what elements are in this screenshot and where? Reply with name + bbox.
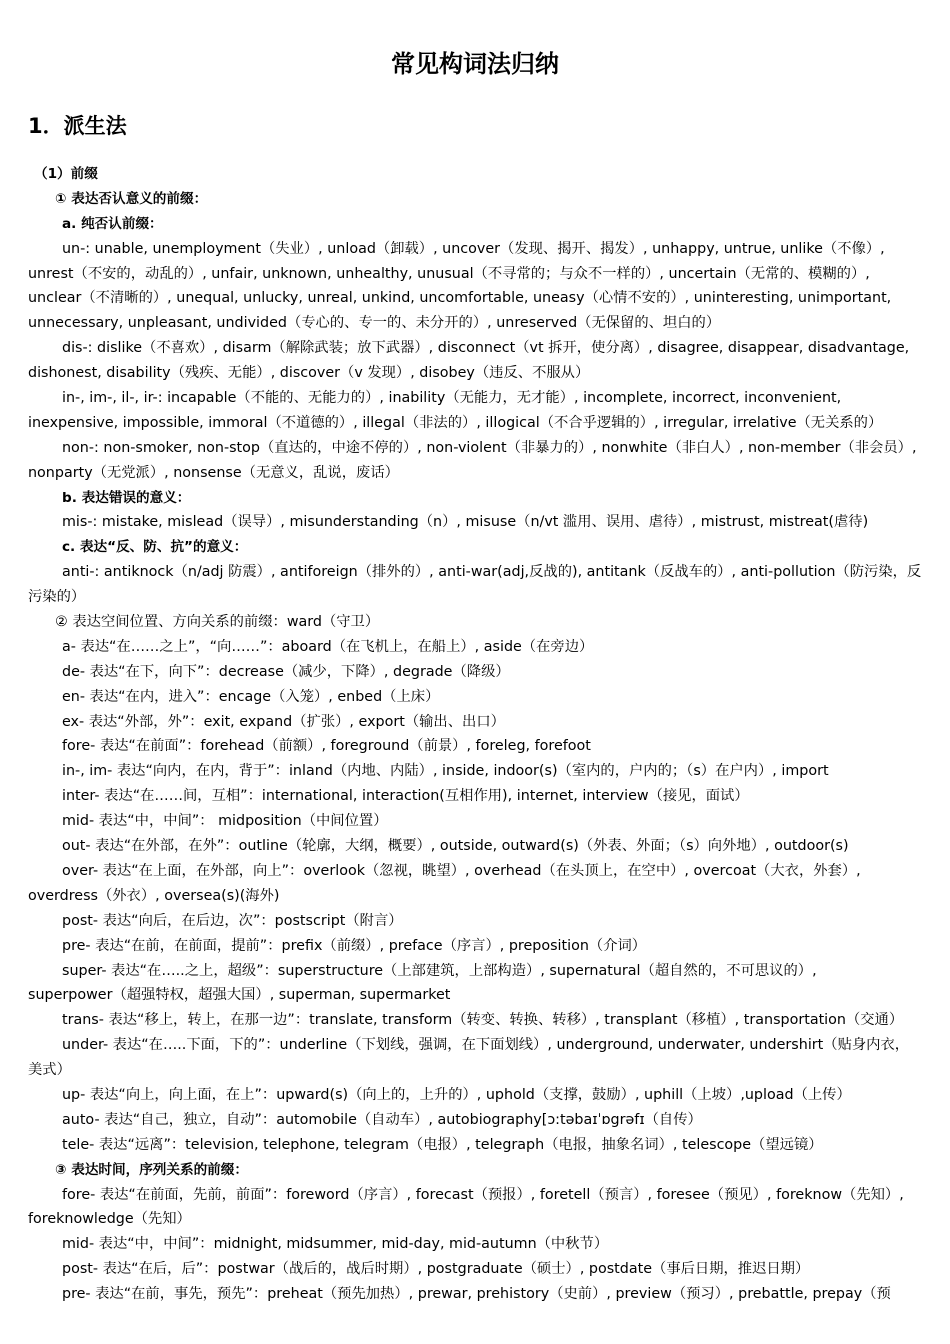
text-line: overdress（外衣）, oversea(s)(海外): [28, 887, 280, 904]
text-line: anti-: antiknock（n/adj 防震）, antiforeign（排外的）, anti-war(adj,反战的), antitank（反战车的）, anti-pollution（防污染，反: [62, 564, 922, 581]
document-title: 常见构词法归纳: [391, 50, 559, 78]
document-body: [28, 162, 924, 1307]
text-line: pre- 表达“在前，事先，预先”：preheat（预先加热）, prewar, prehistory（史前）, preview（预习）, prebattle, prepay（预: [62, 1286, 891, 1303]
text-line: foreknowledge（先知）: [28, 1211, 191, 1228]
text-line: out- 表达“在外部，在外”：outline（轮廓，大纲，概要）, outside, outward(s)（外表、外面；（s）向外地）, outdoor(s): [62, 838, 849, 855]
text-line: super- 表达“在…..之上，超级”：superstructure（上部建筑，上部构造）, supernatural（超自然的，不可思议的）,: [62, 962, 817, 979]
subheading-line: b. 表达错误的意义：: [62, 489, 191, 506]
text-line: nonparty（无党派）, nonsense（无意义，乱说，废话）: [28, 464, 399, 481]
text-line: inexpensive, impossible, immoral（不道德的）, illegal（非法的）, illogical（不合乎逻辑的）, irregular, irrelative（无关系的）: [28, 414, 883, 431]
text-line: a- 表达“在……之上”，“向……”：aboard（在飞机上，在船上）, aside（在旁边）: [62, 638, 594, 655]
text-line: 污染的）: [28, 589, 86, 606]
text-line: de- 表达“在下，向下”：decrease（减少，下降）, degrade（降级）: [62, 663, 510, 680]
text-line: auto- 表达“自己，独立，自动”：automobile（自动车）, autobiography[ɔ:təbaɪˈɒgrəfɪ（自传）: [62, 1111, 702, 1128]
text-line: inter- 表达“在……间，互相”：international, interaction(互相作用), internet, interview（接见，面试）: [62, 788, 749, 805]
text-line: over- 表达“在上面，在外部，向上”：overlook（忽视，眺望）, overhead（在头顶上，在空中）, overcoat（大衣，外套）,: [62, 862, 861, 879]
text-line: dis-: dislike（不喜欢）, disarm（解除武装；放下武器）, disconnect（vt 拆开，使分离）, disagree, disappear, disadvantage,: [62, 340, 910, 357]
text-line: in-, im- 表达“向内，在内，背于”：inland（内地、内陆）, inside, indoor(s)（室内的，户内的；（s）在户内）, import: [62, 763, 829, 780]
text-line: pre- 表达“在前，在前面，提前”：prefix（前缀）, preface（序言）, preposition（介词）: [62, 937, 647, 954]
text-line: unclear（不清晰的）, unequal, unlucky, unreal, unkind, uncomfortable, uneasy（心情不安的）, uninteresting, unimportant,: [28, 290, 892, 307]
text-line: post- 表达“向后，在后边，次”：postscript（附言）: [62, 912, 403, 929]
subheading-line: ① 表达否认意义的前缀：: [55, 190, 208, 207]
subheading-line: c. 表达“反、防、抗”的意义：: [62, 539, 248, 556]
text-line: superpower（超强特权，超强大国）, superman, supermarket: [28, 987, 451, 1004]
text-line: non-: non-smoker, non-stop（直达的，中途不停的）, non-violent（非暴力的）, nonwhite（非白人）, non-member（非会员）,: [62, 439, 917, 456]
text-line: fore- 表达“在前面，先前，前面”：foreword（序言）, forecast（预报）, foretell（预言）, foresee（预见）, foreknow（先知）,: [62, 1186, 904, 1203]
text-line: ② 表达空间位置、方向关系的前缀：ward（守卫）: [55, 614, 380, 631]
text-line: en- 表达“在内，进入”：encage（入笼）, enbed（上床）: [62, 688, 440, 705]
text-line: ex- 表达“外部，外”：exit, expand（扩张）, export（输出、出口）: [62, 713, 505, 730]
subheading-line: （1）前缀: [34, 166, 98, 182]
section-heading: 1．派生法: [28, 114, 127, 138]
text-line: up- 表达“向上，向上面，在上”：upward(s)（向上的，上升的）, uphold（支撑，鼓励）, uphill（上坡）,upload（上传）: [62, 1086, 851, 1103]
text-line: mid- 表达“中，中间”：midnight, midsummer, mid-day, mid-autumn（中秋节）: [62, 1236, 609, 1253]
text-line: dishonest, disability（残疾、无能）, discover（v 发现）, disobey（违反、不服从）: [28, 365, 590, 382]
subheading-line: a. 纯否认前缀：: [62, 215, 163, 232]
text-line: un-: unable, unemployment（失业）, unload（卸载）, uncover（发现、揭开、揭发）, unhappy, untrue, unlike（不像）,: [62, 240, 885, 257]
text-line: in-, im-, il-, ir-: incapable（不能的、无能力的）, inability（无能力，无才能）, incomplete, incorrect, inconvenient,: [62, 390, 842, 407]
text-line: under- 表达“在…..下面，下的”：underline（下划线，强调，在下面划线）, underground, underwater, undershirt（贴身内衣，: [62, 1037, 910, 1054]
text-line: mid- 表达“中，中间”： midposition（中间位置）: [62, 813, 388, 830]
subheading-line: ③ 表达时间，序列关系的前缀：: [55, 1161, 248, 1178]
text-line: post- 表达“在后，后”：postwar（战后的，战后时期）, postgraduate（硕士）, postdate（事后日期，推迟日期）: [62, 1261, 810, 1278]
text-line: trans- 表达“移上，转上，在那一边”：translate, transform（转变、转换、转移）, transplant（移植）, transportation（交通）: [62, 1012, 904, 1029]
text-line: mis-: mistake, mislead（误导）, misunderstanding（n）, misuse（n/vt 滥用、误用、虐待）, mistrust, mistreat(虐待): [62, 514, 869, 531]
text-line: 美式）: [28, 1062, 71, 1079]
text-line: fore- 表达“在前面”：forehead（前额）, foreground（前景）, foreleg, forefoot: [62, 738, 591, 755]
text-line: tele- 表达“远离”：television, telephone, telegram（电报）, telegraph（电报，抽象名词）, telescope（望远镜）: [62, 1136, 823, 1153]
text-line: unnecessary, unpleasant, undivided（专心的、专一的、未分开的）, unreserved（无保留的、坦白的）: [28, 315, 721, 332]
text-line: unrest（不安的，动乱的）, unfair, unknown, unhealthy, unusual（不寻常的；与众不一样的）, uncertain（无常的、模糊的）,: [28, 265, 870, 282]
